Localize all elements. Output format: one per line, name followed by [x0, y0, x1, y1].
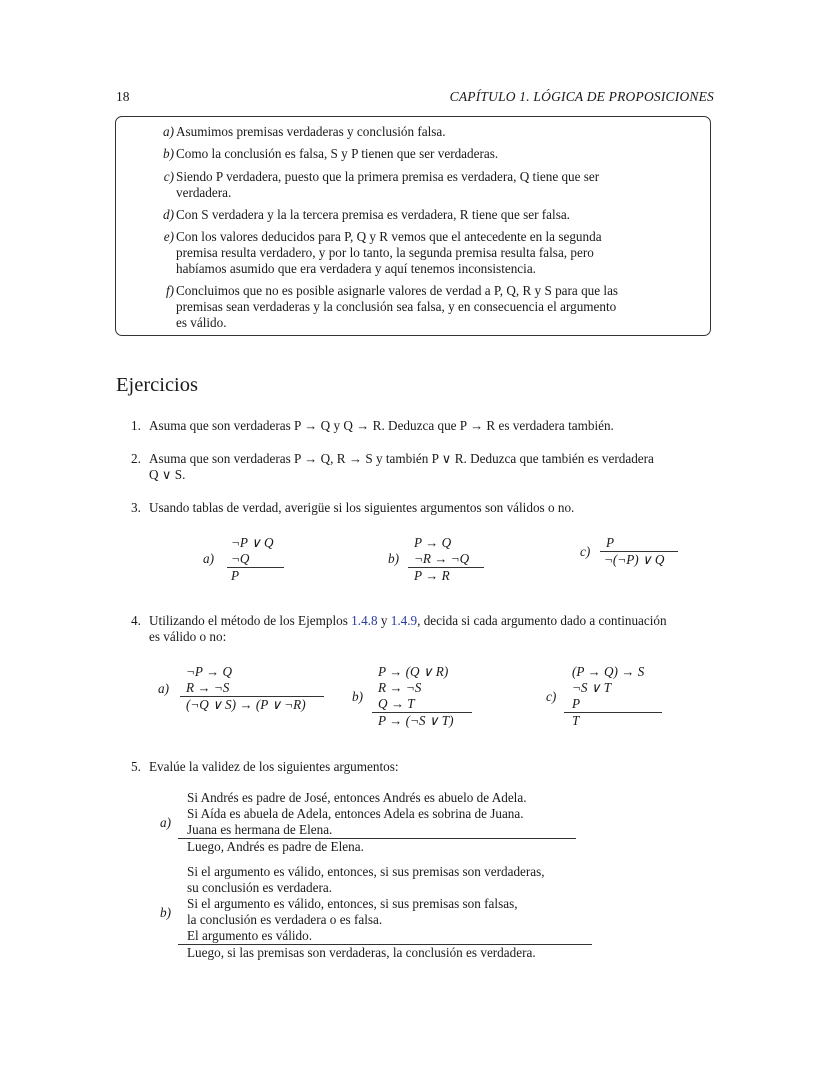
- premise: P: [606, 535, 615, 550]
- argument-label: b): [352, 689, 363, 704]
- premise: P: [572, 696, 581, 711]
- argument-label: c): [580, 544, 591, 559]
- premise: la conclusión es verdadera o es falsa.: [187, 912, 383, 927]
- exercise-text: Asuma que son verdaderas P → Q y Q → R. Deduzca que P → R es verdadera también.: [149, 418, 614, 433]
- premise: ¬P ∨ Q: [231, 535, 274, 550]
- exercise-number: 5.: [131, 759, 141, 774]
- conclusion: T: [572, 713, 580, 728]
- exercise-number: 3.: [131, 500, 141, 515]
- item-label: e): [163, 229, 174, 244]
- text-segment: Utilizando el método de los Ejemplos: [149, 613, 352, 628]
- item-text: premisas sean verdaderas y la conclusión sea falsa, y en consecuencia el argumento: [176, 299, 617, 314]
- exercise-number: 4.: [131, 613, 141, 628]
- item-label: d): [163, 207, 174, 222]
- premise: R → ¬S: [186, 680, 230, 695]
- box-item: [163, 229, 696, 277]
- argument-label: b): [388, 551, 399, 566]
- premise: P → (Q ∨ R): [378, 664, 449, 679]
- box-item: [163, 207, 696, 223]
- box-item: [165, 283, 696, 331]
- conclusion: P → (¬S ∨ T): [378, 713, 454, 728]
- item-label: c): [163, 169, 174, 184]
- exercise-text: Q ∨ S.: [149, 467, 186, 482]
- item-text: habíamos asumido que era verdadera y aquí tenemos inconsistencia.: [176, 261, 536, 276]
- premise: su conclusión es verdadera.: [187, 880, 333, 895]
- premise: Si Andrés es padre de José, entonces Andrés es abuelo de Adela.: [187, 790, 527, 805]
- item-text: verdadera.: [176, 185, 232, 200]
- item-label: a): [163, 124, 174, 139]
- solution-box: [115, 116, 711, 336]
- argument-label: a): [160, 815, 171, 830]
- section-title: Ejercicios: [116, 374, 198, 396]
- exercise-text: Asuma que son verdaderas P → Q, R → S y también P ∨ R. Deduzca que también es verdadera: [149, 451, 654, 466]
- argument-label: b): [160, 905, 171, 920]
- exercise-number: 1.: [131, 418, 141, 433]
- page-number: 18: [116, 89, 130, 104]
- argument-label: a): [203, 551, 214, 566]
- argument-label: c): [546, 689, 557, 704]
- item-label: b): [163, 146, 174, 161]
- exercise-item: [131, 418, 714, 434]
- exercise-text: Evalúe la validez de los siguientes argumentos:: [149, 759, 399, 774]
- item-text: Como la conclusión es falsa, S y P tienen que ser verdaderas.: [176, 146, 499, 161]
- argument-label: a): [158, 681, 169, 696]
- exercise-item: [131, 500, 714, 516]
- premise: R → ¬S: [378, 680, 422, 695]
- item-text: es válido.: [176, 315, 227, 330]
- conclusion: ¬(¬P) ∨ Q: [604, 552, 665, 567]
- box-item: [163, 146, 696, 162]
- text-segment: y: [377, 613, 391, 628]
- exercise-text: Usando tablas de verdad, averigüe si los siguientes argumentos son válidos o no.: [149, 500, 575, 515]
- item-text: Siendo P verdadera, puesto que la primera premisa es verdadera, Q tiene que ser: [176, 169, 600, 184]
- exercise-number: 2.: [131, 451, 141, 466]
- example-link-1-4-9[interactable]: 1.4.9: [390, 613, 418, 628]
- conclusion: (¬Q ∨ S) → (P ∨ ¬R): [186, 697, 306, 712]
- premise: Si el argumento es válido, entonces, si sus premisas son falsas,: [187, 896, 518, 911]
- conclusion: P → R: [414, 568, 450, 583]
- premise: Q → T: [378, 696, 415, 711]
- premise: Si el argumento es válido, entonces, si sus premisas son verdaderas,: [187, 864, 545, 879]
- item-text: Con los valores deducidos para P, Q y R vemos que el antecedente en la segunda: [176, 229, 602, 244]
- premise: ¬P → Q: [186, 664, 233, 679]
- premise: P → Q: [414, 535, 452, 550]
- box-item: [163, 169, 696, 201]
- conclusion: Luego, si las premisas son verdaderas, la conclusión es verdadera.: [187, 945, 536, 960]
- premise: (P → Q) → S: [572, 664, 645, 679]
- running-header: [116, 89, 714, 107]
- item-text: premisa resulta verdadero, y por lo tanto, la segunda premisa resulta falsa, pero: [176, 245, 594, 260]
- premise: ¬Q: [231, 551, 250, 566]
- item-text: Asumimos premisas verdaderas y conclusión falsa.: [176, 124, 446, 139]
- chapter-title: CAPÍTULO 1. LÓGICA DE PROPOSICIONES: [449, 89, 714, 104]
- premise: El argumento es válido.: [187, 928, 313, 943]
- box-item: [163, 124, 696, 140]
- premise: ¬R → ¬Q: [414, 551, 470, 566]
- item-label: f): [165, 283, 174, 298]
- premise: Juana es hermana de Elena.: [187, 822, 333, 837]
- exercise-text: es válido o no:: [149, 629, 227, 644]
- text-segment: , decida si cada argumento dado a continuación: [417, 613, 667, 628]
- item-text: Concluimos que no es posible asignarle valores de verdad a P, Q, R y S para que las: [176, 283, 619, 298]
- exercise-item: [131, 613, 714, 645]
- item-text: Con S verdadera y la la tercera premisa es verdadera, R tiene que ser falsa.: [176, 207, 570, 222]
- exercise-item: [131, 451, 714, 483]
- exercise-text: [149, 613, 714, 629]
- example-link-1-4-8[interactable]: 1.4.8: [351, 613, 378, 628]
- conclusion: P: [231, 568, 240, 583]
- premise: ¬S ∨ T: [572, 680, 612, 695]
- premise: Si Aída es abuela de Adela, entonces Adela es sobrina de Juana.: [187, 806, 524, 821]
- exercise-item: [131, 759, 714, 775]
- conclusion: Luego, Andrés es padre de Elena.: [187, 839, 364, 854]
